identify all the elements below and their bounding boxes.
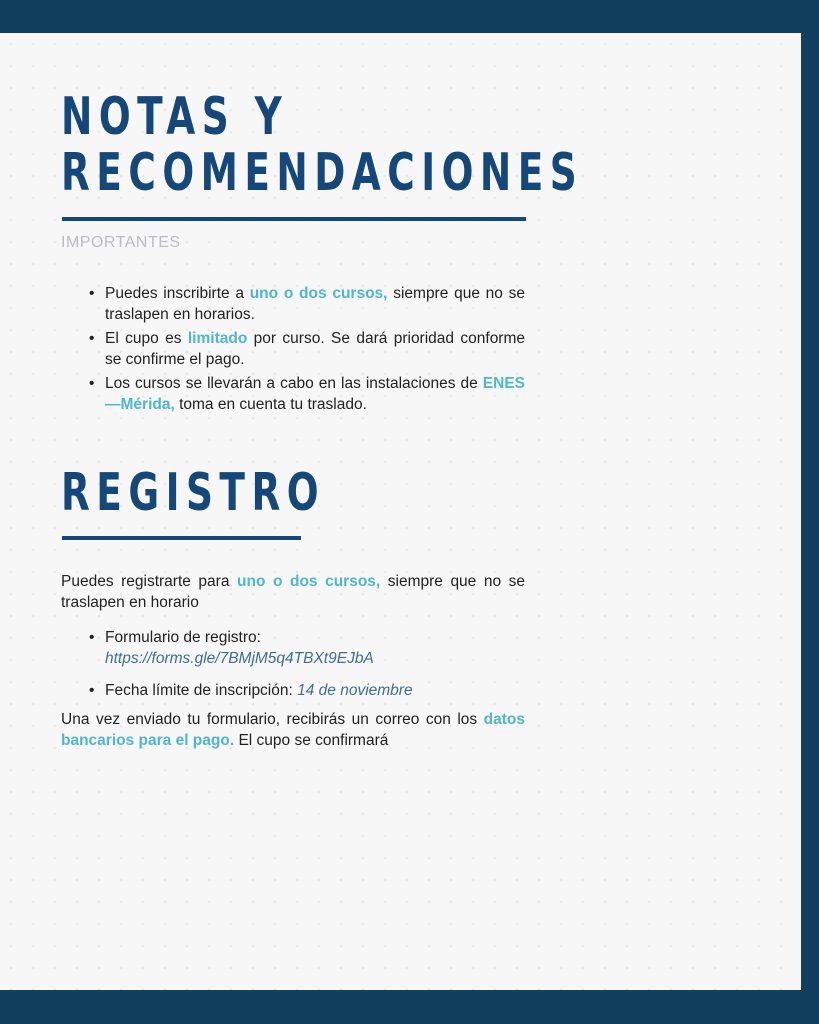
registro-closing-highlight: datos bancarios para el pago.: [61, 711, 525, 749]
deadline-label: Fecha límite de inscripción:: [105, 682, 298, 699]
form-label: Formulario de registro:: [105, 629, 261, 646]
registro-intro-highlight: uno o dos cursos,: [237, 573, 381, 590]
registro-intro: Puedes registrarte para uno o dos cursos, siempre que no se traslapen en horario: [61, 573, 526, 611]
registro-list: [88, 627, 525, 701]
registro-heading-underline: [62, 536, 301, 540]
deadline-value: 14 de noviembre: [297, 682, 413, 699]
notes-heading-line-2: RECOMENDACIONES: [61, 143, 584, 203]
registro-form-item: [88, 627, 525, 669]
notes-heading: [61, 89, 583, 201]
document-page: [0, 33, 801, 990]
notes-bullet-3-highlight: ENES—Mérida,: [105, 375, 525, 413]
form-link[interactable]: https://forms.gle/7BMjM5q4TBXt9EJbA: [105, 650, 374, 667]
notes-bullet-2: • El cupo es limitado por curso. Se dará prioridad conforme se confirme el pago.: [88, 328, 525, 370]
notes-subtitle: IMPORTANTES: [61, 234, 181, 251]
notes-bullet-1-highlight: uno o dos cursos,: [249, 285, 388, 302]
registro-closing: Una vez enviado tu formulario, recibirás un correo con los datos bancarios para el pago. El cupo se confirmará: [61, 711, 525, 749]
notes-bullet-2-highlight: limitado: [187, 330, 248, 347]
notes-heading-line-1: NOTAS Y: [61, 87, 289, 147]
registro-deadline-item: [88, 680, 525, 701]
notes-bullet-3: • Los cursos se llevarán a cabo en las instalaciones de ENES—Mérida, toma en cuenta tu traslado.: [88, 373, 525, 415]
notes-heading-underline: [62, 217, 526, 221]
registro-heading: REGISTRO: [61, 463, 326, 523]
notes-list: [88, 283, 525, 415]
notes-bullet-1: • Puedes inscribirte a uno o dos cursos, siempre que no se traslapen en horarios.: [88, 283, 525, 325]
